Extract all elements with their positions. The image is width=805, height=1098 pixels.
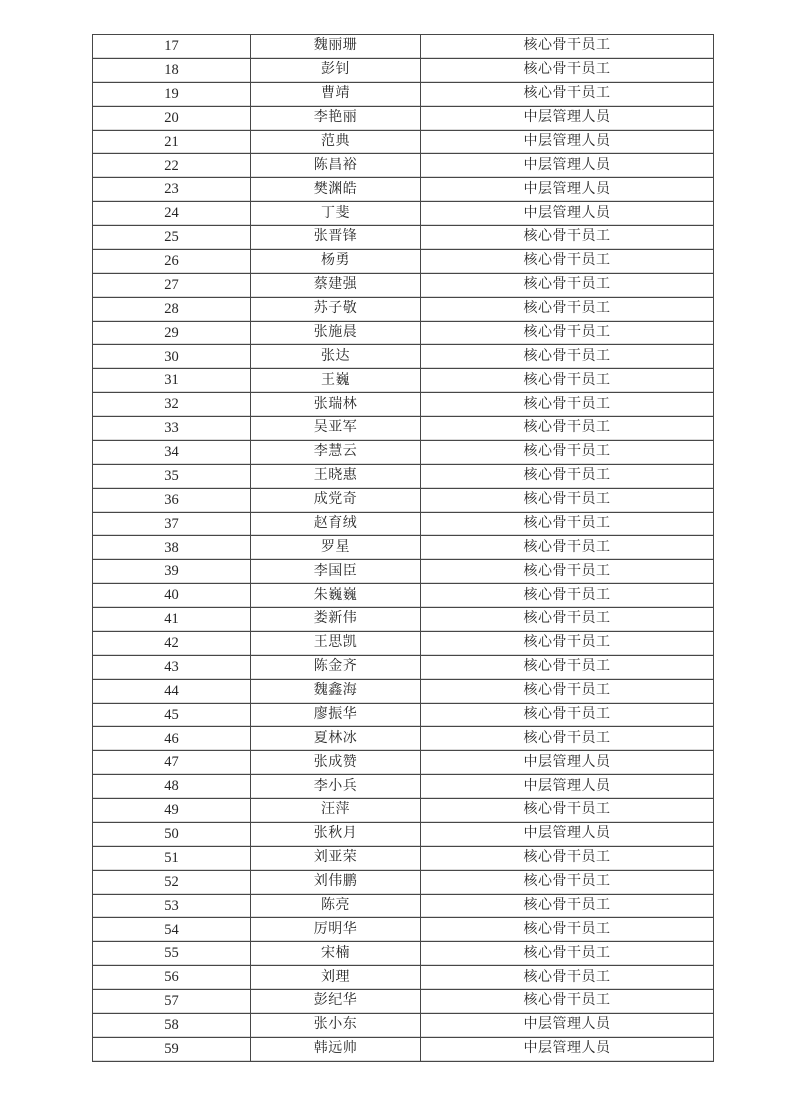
table-row: [93, 488, 714, 512]
table-row: [93, 846, 714, 870]
table-row: [93, 35, 714, 59]
row-number-cell: 42: [93, 631, 251, 655]
row-number-cell: 45: [93, 703, 251, 727]
row-number-cell: 54: [93, 918, 251, 942]
table-row: [93, 178, 714, 202]
employee-category-cell: 中层管理人员: [421, 1037, 714, 1061]
row-number-cell: 21: [93, 130, 251, 154]
table-row: [93, 393, 714, 417]
employee-category-cell: 核心骨干员工: [421, 35, 714, 59]
table-row: [93, 58, 714, 82]
employee-name-cell: 赵育绒: [251, 512, 421, 536]
employee-name-cell: 张施晨: [251, 321, 421, 345]
table-row: [93, 273, 714, 297]
employee-name-cell: 李艳丽: [251, 106, 421, 130]
employee-name-cell: 韩远帅: [251, 1037, 421, 1061]
employee-name-cell: 王晓惠: [251, 464, 421, 488]
row-number-cell: 57: [93, 990, 251, 1014]
employee-category-cell: 核心骨干员工: [421, 536, 714, 560]
row-number-cell: 50: [93, 822, 251, 846]
row-number-cell: 33: [93, 417, 251, 441]
row-number-cell: 18: [93, 58, 251, 82]
row-number-cell: 51: [93, 846, 251, 870]
table-row: [93, 703, 714, 727]
row-number-cell: 46: [93, 727, 251, 751]
row-number-cell: 31: [93, 369, 251, 393]
employee-category-cell: 核心骨干员工: [421, 226, 714, 250]
table-row: [93, 631, 714, 655]
table-row: [93, 345, 714, 369]
row-number-cell: 26: [93, 249, 251, 273]
table-row: [93, 369, 714, 393]
row-number-cell: 32: [93, 393, 251, 417]
employee-name-cell: 彭钊: [251, 58, 421, 82]
employee-category-cell: 中层管理人员: [421, 154, 714, 178]
employee-name-cell: 丁斐: [251, 202, 421, 226]
employee-category-cell: 核心骨干员工: [421, 512, 714, 536]
table-row: [93, 321, 714, 345]
table-row: [93, 82, 714, 106]
employee-category-cell: 核心骨干员工: [421, 82, 714, 106]
employee-roster-table: [92, 34, 714, 1062]
table-row: [93, 966, 714, 990]
row-number-cell: 58: [93, 1013, 251, 1037]
employee-category-cell: 核心骨干员工: [421, 631, 714, 655]
employee-category-cell: 核心骨干员工: [421, 369, 714, 393]
row-number-cell: 44: [93, 679, 251, 703]
table-row: [93, 536, 714, 560]
row-number-cell: 55: [93, 942, 251, 966]
table-row: [93, 130, 714, 154]
row-number-cell: 39: [93, 560, 251, 584]
employee-name-cell: 陈金齐: [251, 655, 421, 679]
employee-category-cell: 中层管理人员: [421, 775, 714, 799]
employee-name-cell: 张晋锋: [251, 226, 421, 250]
row-number-cell: 19: [93, 82, 251, 106]
row-number-cell: 37: [93, 512, 251, 536]
table-row: [93, 894, 714, 918]
employee-name-cell: 李国臣: [251, 560, 421, 584]
row-number-cell: 34: [93, 440, 251, 464]
row-number-cell: 20: [93, 106, 251, 130]
table-row: [93, 1013, 714, 1037]
employee-category-cell: 中层管理人员: [421, 822, 714, 846]
employee-name-cell: 曹靖: [251, 82, 421, 106]
employee-category-cell: 核心骨干员工: [421, 417, 714, 441]
employee-category-cell: 核心骨干员工: [421, 990, 714, 1014]
row-number-cell: 24: [93, 202, 251, 226]
employee-name-cell: 成党奇: [251, 488, 421, 512]
row-number-cell: 23: [93, 178, 251, 202]
employee-category-cell: 核心骨干员工: [421, 870, 714, 894]
employee-table-body: [93, 35, 714, 1062]
employee-category-cell: 核心骨干员工: [421, 679, 714, 703]
employee-category-cell: 核心骨干员工: [421, 345, 714, 369]
employee-name-cell: 夏林冰: [251, 727, 421, 751]
employee-name-cell: 杨勇: [251, 249, 421, 273]
table-row: [93, 440, 714, 464]
table-row: [93, 512, 714, 536]
employee-name-cell: 王巍: [251, 369, 421, 393]
row-number-cell: 22: [93, 154, 251, 178]
employee-category-cell: 核心骨干员工: [421, 584, 714, 608]
employee-name-cell: 娄新伟: [251, 608, 421, 632]
row-number-cell: 17: [93, 35, 251, 59]
row-number-cell: 49: [93, 799, 251, 823]
employee-name-cell: 魏鑫海: [251, 679, 421, 703]
employee-name-cell: 刘亚荣: [251, 846, 421, 870]
employee-name-cell: 李慧云: [251, 440, 421, 464]
employee-name-cell: 陈亮: [251, 894, 421, 918]
employee-category-cell: 核心骨干员工: [421, 918, 714, 942]
row-number-cell: 40: [93, 584, 251, 608]
employee-category-cell: 中层管理人员: [421, 202, 714, 226]
employee-category-cell: 核心骨干员工: [421, 393, 714, 417]
employee-category-cell: 中层管理人员: [421, 130, 714, 154]
employee-name-cell: 刘理: [251, 966, 421, 990]
row-number-cell: 47: [93, 751, 251, 775]
table-row: [93, 202, 714, 226]
employee-name-cell: 蔡建强: [251, 273, 421, 297]
employee-name-cell: 苏子敬: [251, 297, 421, 321]
employee-name-cell: 宋楠: [251, 942, 421, 966]
employee-category-cell: 中层管理人员: [421, 178, 714, 202]
table-row: [93, 106, 714, 130]
row-number-cell: 41: [93, 608, 251, 632]
employee-name-cell: 樊渊皓: [251, 178, 421, 202]
employee-name-cell: 罗星: [251, 536, 421, 560]
employee-name-cell: 廖振华: [251, 703, 421, 727]
employee-name-cell: 魏丽珊: [251, 35, 421, 59]
table-row: [93, 226, 714, 250]
table-row: [93, 942, 714, 966]
row-number-cell: 48: [93, 775, 251, 799]
table-row: [93, 799, 714, 823]
employee-category-cell: 核心骨干员工: [421, 321, 714, 345]
employee-category-cell: 核心骨干员工: [421, 464, 714, 488]
table-row: [93, 417, 714, 441]
table-row: [93, 775, 714, 799]
table-row: [93, 608, 714, 632]
row-number-cell: 36: [93, 488, 251, 512]
employee-category-cell: 核心骨干员工: [421, 273, 714, 297]
table-row: [93, 751, 714, 775]
row-number-cell: 28: [93, 297, 251, 321]
employee-category-cell: 中层管理人员: [421, 751, 714, 775]
employee-name-cell: 张成赞: [251, 751, 421, 775]
table-row: [93, 918, 714, 942]
employee-category-cell: 中层管理人员: [421, 106, 714, 130]
employee-category-cell: 核心骨干员工: [421, 727, 714, 751]
employee-category-cell: 核心骨干员工: [421, 942, 714, 966]
employee-category-cell: 中层管理人员: [421, 1013, 714, 1037]
employee-name-cell: 张秋月: [251, 822, 421, 846]
employee-name-cell: 王思凯: [251, 631, 421, 655]
employee-category-cell: 核心骨干员工: [421, 560, 714, 584]
row-number-cell: 38: [93, 536, 251, 560]
employee-category-cell: 核心骨干员工: [421, 846, 714, 870]
row-number-cell: 59: [93, 1037, 251, 1061]
employee-category-cell: 核心骨干员工: [421, 655, 714, 679]
employee-category-cell: 核心骨干员工: [421, 894, 714, 918]
employee-category-cell: 核心骨干员工: [421, 440, 714, 464]
employee-name-cell: 李小兵: [251, 775, 421, 799]
employee-name-cell: 张小东: [251, 1013, 421, 1037]
employee-category-cell: 核心骨干员工: [421, 297, 714, 321]
table-row: [93, 297, 714, 321]
employee-name-cell: 张瑞林: [251, 393, 421, 417]
table-row: [93, 584, 714, 608]
table-row: [93, 679, 714, 703]
table-row: [93, 870, 714, 894]
row-number-cell: 30: [93, 345, 251, 369]
employee-category-cell: 核心骨干员工: [421, 799, 714, 823]
employee-category-cell: 核心骨干员工: [421, 966, 714, 990]
row-number-cell: 56: [93, 966, 251, 990]
employee-name-cell: 朱巍巍: [251, 584, 421, 608]
employee-category-cell: 核心骨干员工: [421, 608, 714, 632]
row-number-cell: 53: [93, 894, 251, 918]
employee-name-cell: 厉明华: [251, 918, 421, 942]
employee-category-cell: 核心骨干员工: [421, 488, 714, 512]
table-row: [93, 154, 714, 178]
table-row: [93, 1037, 714, 1061]
table-row: [93, 560, 714, 584]
table-row: [93, 822, 714, 846]
table-row: [93, 990, 714, 1014]
employee-category-cell: 核心骨干员工: [421, 703, 714, 727]
employee-name-cell: 彭纪华: [251, 990, 421, 1014]
table-row: [93, 464, 714, 488]
row-number-cell: 35: [93, 464, 251, 488]
row-number-cell: 27: [93, 273, 251, 297]
employee-name-cell: 张达: [251, 345, 421, 369]
employee-name-cell: 刘伟鹏: [251, 870, 421, 894]
employee-name-cell: 汪萍: [251, 799, 421, 823]
row-number-cell: 29: [93, 321, 251, 345]
row-number-cell: 52: [93, 870, 251, 894]
employee-category-cell: 核心骨干员工: [421, 249, 714, 273]
table-row: [93, 727, 714, 751]
employee-name-cell: 范典: [251, 130, 421, 154]
table-row: [93, 655, 714, 679]
row-number-cell: 25: [93, 226, 251, 250]
table-row: [93, 249, 714, 273]
employee-name-cell: 陈昌裕: [251, 154, 421, 178]
employee-category-cell: 核心骨干员工: [421, 58, 714, 82]
employee-name-cell: 吴亚军: [251, 417, 421, 441]
row-number-cell: 43: [93, 655, 251, 679]
